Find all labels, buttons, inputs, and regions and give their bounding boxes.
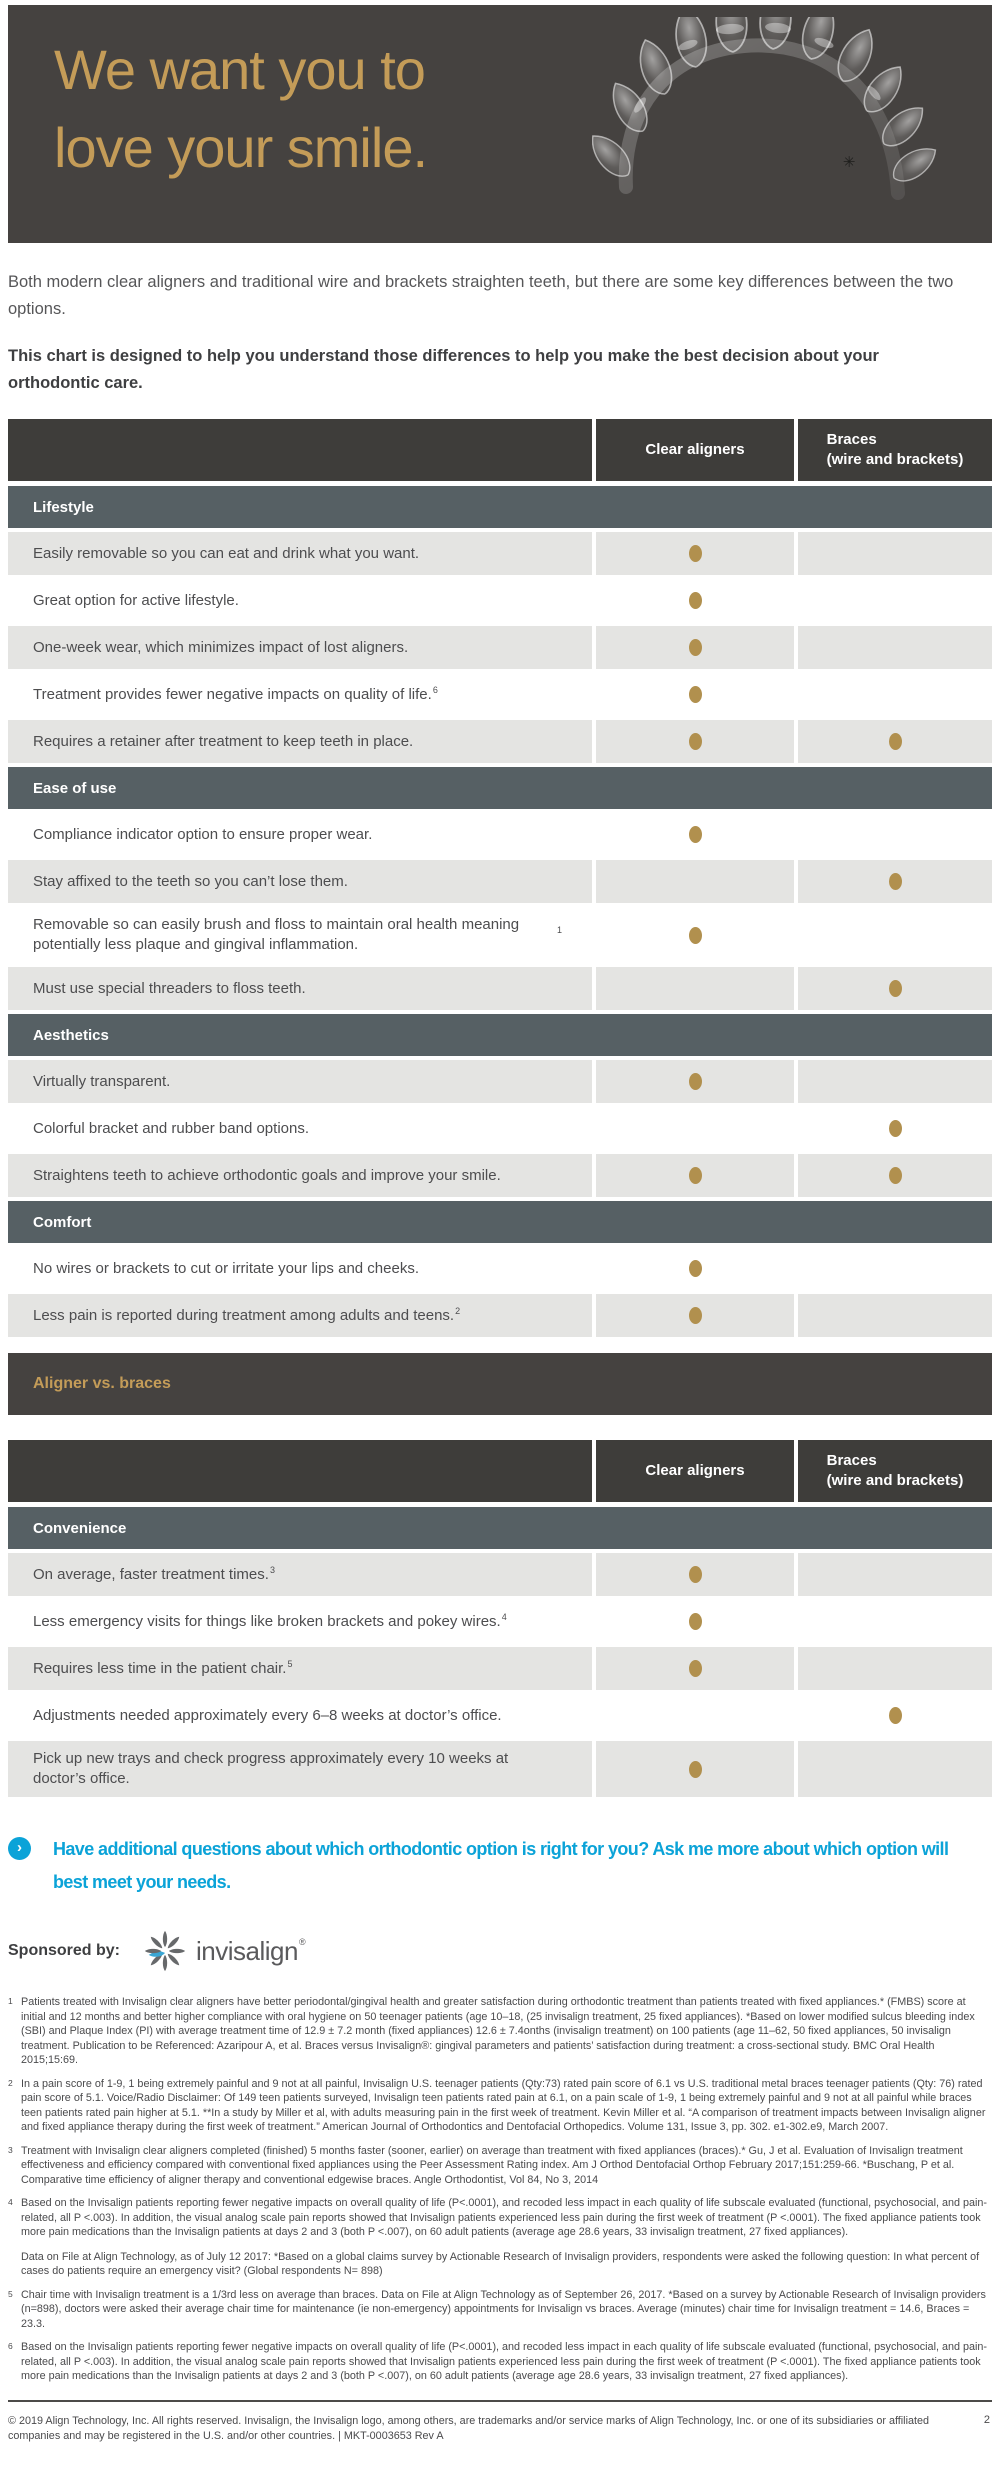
braces-cell bbox=[798, 1154, 992, 1197]
compliance-indicator-mark: ✳ bbox=[842, 154, 856, 171]
hero-title-line2: love your smile. bbox=[54, 116, 428, 179]
section-header-convenience bbox=[8, 1507, 992, 1549]
clear-aligner-image bbox=[592, 17, 937, 234]
braces-label-line2: (wire and brackets) bbox=[826, 1472, 964, 1489]
row-text-cell bbox=[8, 1154, 592, 1197]
footnote-paragraph: Based on the Invisalign patients reporting fewer negative impacts on overall quality of life (P<.0001), and recoded less impact in each quality of life subscale evaluated (functional, psychosocial, and pain-related, all P <.003). In addition, the visual analog scale pain reports showed that Invisalign patients experienced less pain during the first week of treatment (P <.0001). The fixed appliance patients took more pain medications than the Invisalign patients at days 2 and 3 (both P <.007), on 60 adult patients (average age 28.6 years, 33 invisalign treatment, 27 fixed appliances). bbox=[21, 2341, 987, 2382]
row-text-cell bbox=[8, 673, 592, 716]
gold-dot bbox=[889, 1707, 902, 1724]
gold-dot bbox=[689, 545, 702, 562]
comparison-row bbox=[8, 720, 992, 763]
row-text: Virtually transparent. bbox=[33, 1072, 171, 1090]
row-text-cell bbox=[8, 1247, 592, 1290]
clear-aligners-cell bbox=[596, 720, 794, 763]
footnote-reference: 6 bbox=[432, 684, 438, 695]
comparison-table-2 bbox=[8, 1440, 992, 1797]
braces-cell bbox=[798, 1107, 992, 1150]
clear-aligners-cell bbox=[596, 1741, 794, 1797]
gold-dot bbox=[889, 873, 902, 890]
section-header-aesthetics bbox=[8, 1014, 992, 1056]
comparison-row bbox=[8, 626, 992, 669]
section-header-label: Comfort bbox=[33, 1213, 92, 1231]
gold-dot bbox=[689, 1073, 702, 1090]
aligner-vs-braces-banner bbox=[8, 1353, 992, 1415]
footnote bbox=[8, 2196, 992, 2279]
clear-aligners-cell bbox=[596, 532, 794, 575]
clear-aligners-cell bbox=[596, 1600, 794, 1643]
footnote bbox=[8, 2288, 992, 2332]
row-text-cell bbox=[8, 860, 592, 903]
gold-dot bbox=[689, 686, 702, 703]
row-text-cell bbox=[8, 813, 592, 856]
gold-dot bbox=[889, 1120, 902, 1137]
braces-cell bbox=[798, 813, 992, 856]
comparison-row bbox=[8, 579, 992, 622]
clear-aligners-label: Clear aligners bbox=[645, 1462, 745, 1479]
footnote-number: 1 bbox=[8, 1996, 13, 2006]
gold-dot bbox=[889, 733, 902, 750]
section-header-label: Lifestyle bbox=[33, 498, 94, 516]
braces-cell bbox=[798, 1294, 992, 1337]
row-text-cell bbox=[8, 1694, 592, 1737]
braces-cell bbox=[798, 1600, 992, 1643]
footnote-reference: 1 bbox=[556, 925, 562, 935]
row-text: Treatment provides fewer negative impacts on quality of life. bbox=[33, 685, 432, 703]
comparison-row bbox=[8, 1107, 992, 1150]
row-text: Requires less time in the patient chair. bbox=[33, 1659, 287, 1677]
invisalign-starburst-icon bbox=[142, 1927, 188, 1975]
comparison-row bbox=[8, 1294, 992, 1337]
row-text: Adjustments needed approximately every 6–8 weeks at doctor’s office. bbox=[33, 1706, 502, 1724]
hero-banner bbox=[8, 5, 992, 243]
clear-aligners-cell bbox=[596, 673, 794, 716]
gold-dot bbox=[889, 980, 902, 997]
page-number: 2 bbox=[983, 2413, 990, 2426]
page-footer bbox=[8, 2400, 992, 2445]
comparison-row bbox=[8, 967, 992, 1010]
clear-aligners-cell bbox=[596, 579, 794, 622]
gold-dot bbox=[689, 1260, 702, 1277]
column-header-braces bbox=[798, 1440, 992, 1502]
comparison-row bbox=[8, 860, 992, 903]
clear-aligners-cell bbox=[596, 1553, 794, 1596]
braces-cell bbox=[798, 1553, 992, 1596]
clear-aligners-cell bbox=[596, 967, 794, 1010]
sponsor-row bbox=[8, 1927, 992, 1975]
clear-aligners-cell bbox=[596, 1107, 794, 1150]
footnote-paragraph: In a pain score of 1-9, 1 being extremely painful and 9 not at all painful, Invisalign U.S. teenager patients (Qty:73) rated pain score of 6.1 vs U.S. traditional metal braces teenager patients (Qty: 76) rated pain score of 5.1. Voice/Radio Disclaimer: Of 149 teen patients surveyed, Invisalign teen patients rated pain at 6.1, on a pain scale of 1-9, 1 being extremely painful and 9 not at all painful while braces teen patients rated pain higher at 5.1. **In a study by Miller et al, with adults measuring pain in the first week of treatment. Kevin Miller et al. “A comparison of treatment impacts between Invisalign aligner and fixed appliance therapy during the first week of treatment.” American Journal of Orthodontics and Dentofacial Orthopedics. Volume 131, Issue 3, pp. 302. e1-302.e9, March 2007. bbox=[21, 2077, 986, 2133]
footnote-reference: 4 bbox=[501, 1611, 507, 1622]
gold-dot bbox=[689, 826, 702, 843]
row-text: Easily removable so you can eat and drink what you want. bbox=[33, 544, 420, 562]
row-text-cell bbox=[8, 1600, 592, 1643]
row-text-cell bbox=[8, 1060, 592, 1103]
footnote bbox=[8, 1995, 992, 2068]
column-header-clear-aligners bbox=[596, 419, 794, 481]
comparison-row bbox=[8, 1060, 992, 1103]
footnote bbox=[8, 2340, 992, 2384]
table-header-row bbox=[8, 419, 992, 481]
braces-cell bbox=[798, 1694, 992, 1737]
cta-row bbox=[8, 1833, 992, 1899]
clear-aligners-cell bbox=[596, 813, 794, 856]
gold-dot bbox=[689, 927, 702, 944]
row-text: Pick up new trays and check progress approximately every 10 weeks at doctor’s office. bbox=[33, 1750, 509, 1787]
comparison-row bbox=[8, 1741, 992, 1797]
braces-label-line1: Braces bbox=[826, 1452, 877, 1469]
row-text: Must use special threaders to floss teeth. bbox=[33, 979, 306, 997]
footnote-text bbox=[21, 2144, 992, 2188]
gold-dot bbox=[689, 1566, 702, 1583]
braces-cell bbox=[798, 1741, 992, 1797]
row-text-cell bbox=[8, 720, 592, 763]
braces-cell bbox=[798, 907, 992, 963]
comparison-row bbox=[8, 1694, 992, 1737]
copyright-text: © 2019 Align Technology, Inc. All rights reserved. Invisalign, the Invisalign logo, among others, are trademarks and/or service marks of Align Technology, Inc. or one of its subsidiaries or affiliated companies and may be registered in the U.S. and/or other countries. | MKT-0003653 Rev A bbox=[8, 2414, 929, 2442]
sponsored-by-label: Sponsored by: bbox=[8, 1942, 121, 1959]
footnote-paragraph: Treatment with Invisalign clear aligners completed (finished) 5 months faster (sooner, earlier) on average than treatment with fixed appliances (braces).* Gu, J et al. Evaluation of Invisalign treatment effectiveness and efficiency compared with conventional fixed appliances using the Peer Assessment Rating index. Am J Orthod Dentofacial Orthop February 2017;151:259-66. *Buschang, P et al. Comparative time efficiency of aligner therapy and conventional edgewise braces. Angle Orthodontist, Vol 84, No 3, 2014 bbox=[21, 2144, 963, 2186]
clear-aligners-cell bbox=[596, 907, 794, 963]
row-text: Stay affixed to the teeth so you can’t lose them. bbox=[33, 872, 348, 890]
column-header-braces bbox=[798, 419, 992, 481]
braces-cell bbox=[798, 1247, 992, 1290]
row-text: Less emergency visits for things like broken brackets and pokey wires. bbox=[33, 1612, 501, 1630]
footnote-text bbox=[21, 2288, 992, 2332]
footnote-text bbox=[21, 1995, 992, 2068]
clear-aligners-cell bbox=[596, 1694, 794, 1737]
banner-label: Aligner vs. braces bbox=[33, 1375, 171, 1392]
column-header-clear-aligners bbox=[596, 1440, 794, 1502]
braces-cell bbox=[798, 860, 992, 903]
footnote-number: 3 bbox=[8, 2144, 13, 2155]
footnote-reference: 3 bbox=[269, 1564, 275, 1575]
comparison-row bbox=[8, 1600, 992, 1643]
gold-dot bbox=[689, 733, 702, 750]
row-text-cell bbox=[8, 1107, 592, 1150]
invisalign-logo bbox=[142, 1927, 306, 1975]
comparison-row bbox=[8, 1553, 992, 1596]
row-text: Colorful bracket and rubber band options. bbox=[33, 1119, 310, 1137]
row-text-cell bbox=[8, 1553, 592, 1596]
comparison-row bbox=[8, 532, 992, 575]
footnote-number: 2 bbox=[8, 2077, 13, 2088]
intro-paragraph-bold: This chart is designed to help you understand those differences to help you make the best decision about your orthodontic care. bbox=[8, 347, 879, 392]
footnotes-list bbox=[8, 1995, 992, 2384]
row-text: Compliance indicator option to ensure proper wear. bbox=[33, 825, 373, 843]
braces-cell bbox=[798, 1647, 992, 1690]
clear-aligners-cell bbox=[596, 1294, 794, 1337]
braces-cell bbox=[798, 967, 992, 1010]
clear-aligners-label: Clear aligners bbox=[645, 441, 745, 458]
section-header-label: Convenience bbox=[33, 1519, 127, 1537]
gold-dot bbox=[689, 1167, 702, 1184]
footnote-paragraph: Patients treated with Invisalign clear aligners have better periodontal/gingival health and greater satisfaction during orthodontic treatment than patients treated with fixed appliances.* (FMBS) score at initial and 12 months and better higher compliance with oral hygiene on 50 teenager patients (age 10–18, (25 invisalign treatment, 25 fixed appliances). *Based on lower modified sulcus bleeding index (SBI) and Plaque Index (PI) with average treatment time of 12.9 ± 7.2 month (fixed appliances) 12.6 ± 7.4onths (invisalign treatment) on 100 patients (age 11–62, 50 fixed appliances, 50 invisalign treatment. Publication to be Referenced: Azaripour A, et al. Braces versus Invisalign®: gingival parameters and patients’ satisfaction during treatment: a cross-sectional study. BMC Oral Health 2015;15:69. bbox=[21, 1996, 975, 2066]
hero-title-line1: We want you to bbox=[54, 38, 425, 101]
invisalign-wordmark: invisalign bbox=[196, 1935, 298, 1966]
section-header-ease-of-use bbox=[8, 767, 992, 809]
gold-dot bbox=[889, 1167, 902, 1184]
footnote-text bbox=[21, 2196, 992, 2279]
section-header-label: Aesthetics bbox=[33, 1026, 109, 1044]
row-text: Requires a retainer after treatment to keep teeth in place. bbox=[33, 732, 414, 750]
hero-title bbox=[54, 31, 427, 187]
braces-cell bbox=[798, 1060, 992, 1103]
braces-label bbox=[827, 1451, 964, 1491]
table-header-spacer bbox=[8, 1440, 592, 1502]
braces-label bbox=[827, 430, 964, 470]
clear-aligners-cell bbox=[596, 626, 794, 669]
row-text: One-week wear, which minimizes impact of lost aligners. bbox=[33, 638, 409, 656]
comparison-table-1 bbox=[8, 419, 992, 1337]
footnote-reference: 5 bbox=[287, 1658, 293, 1669]
braces-label-line2: (wire and brackets) bbox=[826, 451, 964, 468]
comparison-row bbox=[8, 813, 992, 856]
row-text: Straightens teeth to achieve orthodontic goals and improve your smile. bbox=[33, 1166, 501, 1184]
footnote-paragraph: Data on File at Align Technology, as of July 12 2017: *Based on a global claims survey by Actionable Research of Invisalign providers, respondents were asked the following question: In what percent of cases do patients require an emergency visit? (Global respondents N= 898) bbox=[21, 2250, 980, 2277]
comparison-row bbox=[8, 1647, 992, 1690]
gold-dot bbox=[689, 639, 702, 656]
section-header-label: Ease of use bbox=[33, 779, 117, 797]
comparison-row bbox=[8, 1247, 992, 1290]
intro-paragraph: Both modern clear aligners and traditional wire and brackets straighten teeth, but there are some key differences between the two options. bbox=[8, 273, 954, 318]
cta-text: Have additional questions about which orthodontic option is right for you? Ask me more about which option will best meet your needs. bbox=[53, 1839, 949, 1892]
section-header-lifestyle bbox=[8, 486, 992, 528]
row-text-cell bbox=[8, 532, 592, 575]
row-text-cell bbox=[8, 1647, 592, 1690]
footnote bbox=[8, 2077, 992, 2135]
gold-dot bbox=[689, 1613, 702, 1630]
gold-dot bbox=[689, 592, 702, 609]
row-text: On average, faster treatment times. bbox=[33, 1565, 269, 1583]
footnote-text bbox=[21, 2340, 992, 2384]
clear-aligners-cell bbox=[596, 1247, 794, 1290]
gold-dot bbox=[689, 1660, 702, 1677]
braces-label-line1: Braces bbox=[826, 431, 877, 448]
row-text: No wires or brackets to cut or irritate your lips and cheeks. bbox=[33, 1259, 419, 1277]
row-text-cell bbox=[8, 1741, 592, 1797]
braces-cell bbox=[798, 626, 992, 669]
braces-cell bbox=[798, 532, 992, 575]
footnote-number: 5 bbox=[8, 2288, 13, 2299]
clear-aligners-cell bbox=[596, 1060, 794, 1103]
row-text-cell bbox=[8, 907, 592, 963]
row-text-cell bbox=[8, 967, 592, 1010]
footnote-paragraph: Chair time with Invisalign treatment is a 1/3rd less on average than braces. Data on File at Align Technology as of September 26, 2017. *Based on a survey by Actionable Research of Invisalign providers (n=898), doctors were asked their average chair time for maintenance (ie non-emergency) appointments for Invisalign vs braces. Average (minutes) chair time for Invisalign treatment = 14.6, Braces = 23.3. bbox=[21, 2288, 986, 2330]
footnote-paragraph: Based on the Invisalign patients reporting fewer negative impacts on overall quality of life (P<.0001), and recoded less impact in each quality of life subscale evaluated (functional, psychosocial, and pain-related, all P <.003). In addition, the visual analog scale pain reports showed that Invisalign patients experienced less pain during the first week of treatment (P <.0001). The fixed appliance patients took more pain medications than the Invisalign patients at days 2 and 3 (both P <.007), on 60 adult patients (average age 28.6 years, 33 invisalign treatment, 27 fixed appliances). bbox=[21, 2197, 987, 2238]
table-header-row bbox=[8, 1440, 992, 1502]
row-text: Removable so can easily brush and floss to maintain oral health meaning potentially less plaque and gingival inflammation. bbox=[33, 916, 520, 953]
footnote-reference: 2 bbox=[455, 1305, 461, 1316]
comparison-row bbox=[8, 673, 992, 716]
braces-cell bbox=[798, 673, 992, 716]
row-text: Less pain is reported during treatment among adults and teens. bbox=[33, 1306, 455, 1324]
footnote-number: 6 bbox=[8, 2341, 13, 2351]
comparison-row bbox=[8, 1154, 992, 1197]
comparison-row bbox=[8, 907, 992, 963]
gold-dot bbox=[689, 1307, 702, 1324]
trademark-symbol: ® bbox=[298, 1937, 306, 1947]
braces-cell bbox=[798, 579, 992, 622]
footnote bbox=[8, 2144, 992, 2188]
gold-dot bbox=[689, 1761, 702, 1778]
chevron-glyph: › bbox=[17, 1839, 22, 1856]
row-text-cell bbox=[8, 626, 592, 669]
clear-aligners-cell bbox=[596, 860, 794, 903]
table-header-spacer bbox=[8, 419, 592, 481]
section-header-comfort bbox=[8, 1201, 992, 1243]
clear-aligners-cell bbox=[596, 1647, 794, 1690]
chevron-right-icon bbox=[8, 1837, 31, 1860]
footnote-text bbox=[21, 2077, 992, 2135]
clear-aligners-cell bbox=[596, 1154, 794, 1197]
footnote-number: 4 bbox=[8, 2197, 13, 2207]
braces-cell bbox=[798, 720, 992, 763]
row-text-cell bbox=[8, 1294, 592, 1337]
row-text: Great option for active lifestyle. bbox=[33, 591, 239, 609]
row-text-cell bbox=[8, 579, 592, 622]
